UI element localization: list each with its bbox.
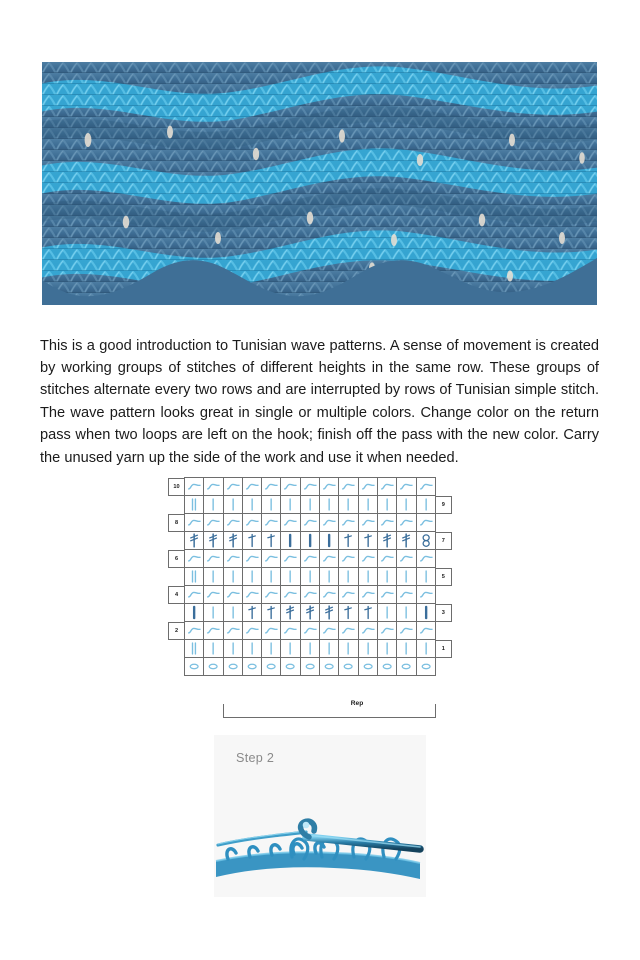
stitch-symbol-wave — [242, 477, 262, 496]
chart-row — [168, 622, 452, 640]
stitch-symbol-double-slash — [223, 531, 243, 550]
stitch-symbol-bar — [377, 495, 397, 514]
stitch-symbol-wave — [203, 477, 223, 496]
chart-row — [168, 640, 452, 658]
chart-row-number-spacer — [436, 658, 452, 676]
stitch-symbol-cross — [358, 531, 378, 550]
stitch-symbol-oval — [416, 657, 436, 676]
chart-row-cells — [184, 568, 436, 586]
stitch-symbol-double-slash — [280, 603, 300, 622]
stitch-symbol-cross — [338, 531, 358, 550]
chart-row-number-right: 1 — [436, 640, 452, 658]
stitch-symbol-wave — [203, 621, 223, 640]
stitch-symbol-oval — [203, 657, 223, 676]
stitch-symbol-bar — [416, 639, 436, 658]
stitch-symbol-bar — [300, 639, 320, 658]
chart-row-number-right: 5 — [436, 568, 452, 586]
stitch-symbol-wave — [203, 549, 223, 568]
stitch-symbol-wave — [338, 621, 358, 640]
stitch-symbol-bar-dark — [319, 531, 339, 550]
stitch-symbol-bar — [377, 567, 397, 586]
stitch-symbol-wave — [377, 477, 397, 496]
chart-row — [168, 478, 452, 496]
chart-row-number-right: 9 — [436, 496, 452, 514]
stitch-symbol-wave — [396, 585, 416, 604]
stitch-symbol-wave — [396, 549, 416, 568]
chart-row-number-spacer — [436, 550, 452, 568]
description-paragraph: This is a good introduction to Tunisian wave patterns. A sense of movement is created by working groups of stitches of different heights in the same row. These groups of stitches alternate every two rows and are interrupted by rows of Tunisian simple stitch. The wave pattern looks great in single or multiple colors. Change color on the return pass when two loops are left on the hook; finish off the pass with the new color. Carry the unused yarn up the side of the work and use it when needed. — [40, 337, 599, 466]
stitch-symbol-cross — [242, 603, 262, 622]
chart-row-number-left: 8 — [168, 514, 184, 532]
stitch-symbol-wave — [223, 585, 243, 604]
chart-row — [168, 568, 452, 586]
stitch-symbol-wave — [396, 513, 416, 532]
stitch-symbol-cross — [242, 531, 262, 550]
stitch-symbol-bar — [377, 603, 397, 622]
stitch-symbol-wave — [280, 549, 300, 568]
stitch-symbol-wave — [396, 621, 416, 640]
stitch-symbol-wave — [300, 549, 320, 568]
stitch-symbol-wave — [338, 549, 358, 568]
stitch-symbol-bar-dark — [416, 603, 436, 622]
stitch-symbol-cross — [261, 603, 281, 622]
stitch-symbol-wave — [358, 621, 378, 640]
stitch-symbol-oval — [338, 657, 358, 676]
stitch-symbol-wave — [242, 585, 262, 604]
stitch-symbol-bar — [203, 603, 223, 622]
chart-row-number-left: 10 — [168, 478, 184, 496]
stitch-symbol-wave — [203, 585, 223, 604]
stitch-symbol-bar — [223, 639, 243, 658]
stitch-symbol-oval — [261, 657, 281, 676]
chart-row-number-right: 7 — [436, 532, 452, 550]
stitch-symbol-wave — [184, 513, 204, 532]
stitch-symbol-bar-dark — [184, 603, 204, 622]
chart-row-number-left: 2 — [168, 622, 184, 640]
stitch-symbol-double-slash — [300, 603, 320, 622]
chart-row-number-spacer — [168, 640, 184, 658]
stitch-symbol-wave — [242, 621, 262, 640]
stitch-symbol-wave — [280, 513, 300, 532]
stitch-symbol-wave — [223, 549, 243, 568]
stitch-symbol-wave — [319, 477, 339, 496]
stitch-symbol-bar-dark — [300, 531, 320, 550]
pattern-swatch-photo — [42, 62, 597, 305]
stitch-symbol-bar — [242, 495, 262, 514]
chart-row — [168, 496, 452, 514]
stitch-symbol-bar — [223, 495, 243, 514]
chart-row-number-left: 6 — [168, 550, 184, 568]
stitch-symbol-wave — [319, 513, 339, 532]
stitch-symbol-double-slash — [377, 531, 397, 550]
stitch-symbol-wave — [319, 621, 339, 640]
stitch-symbol-wave — [416, 513, 436, 532]
stitch-symbol-wave — [242, 549, 262, 568]
stitch-symbol-oval — [280, 657, 300, 676]
chart-row-cells — [184, 550, 436, 568]
stitch-symbol-wave — [223, 513, 243, 532]
stitch-symbol-bar — [223, 603, 243, 622]
stitch-symbol-bar — [203, 495, 223, 514]
step-photo-illustration — [214, 787, 426, 897]
stitch-symbol-double-slash — [396, 531, 416, 550]
stitch-symbol-wave — [242, 513, 262, 532]
stitch-symbol-cross — [261, 531, 281, 550]
stitch-symbol-bar — [416, 495, 436, 514]
stitch-symbol-wave — [377, 549, 397, 568]
stitch-symbol-wave — [184, 477, 204, 496]
stitch-symbol-oval — [184, 657, 204, 676]
stitch-chart-grid — [168, 478, 452, 676]
chart-row — [168, 604, 452, 622]
stitch-symbol-bar — [396, 495, 416, 514]
stitch-symbol-bar — [261, 639, 281, 658]
stitch-symbol-wave — [261, 621, 281, 640]
stitch-symbol-bar — [396, 567, 416, 586]
chart-row-cells — [184, 478, 436, 496]
stitch-symbol-wave — [358, 585, 378, 604]
stitch-symbol-bar — [358, 639, 378, 658]
chart-row-number-spacer — [168, 496, 184, 514]
stitch-symbol-bar — [338, 495, 358, 514]
chart-row-number-spacer — [168, 604, 184, 622]
chart-row-cells — [184, 622, 436, 640]
stitch-symbol-double-bar — [184, 495, 204, 514]
chart-row-number-spacer — [436, 478, 452, 496]
stitch-symbol-wave — [338, 513, 358, 532]
stitch-symbol-bar — [377, 639, 397, 658]
stitch-symbol-wave — [184, 585, 204, 604]
stitch-symbol-wave — [416, 621, 436, 640]
chart-row — [168, 658, 452, 676]
stitch-symbol-wave — [377, 585, 397, 604]
step-2-photo — [214, 787, 426, 897]
chart-row — [168, 532, 452, 550]
stitch-symbol-wave — [300, 621, 320, 640]
stitch-symbol-cross — [358, 603, 378, 622]
stitch-symbol-wave — [338, 585, 358, 604]
stitch-symbol-bar — [242, 639, 262, 658]
stitch-symbol-wave — [280, 585, 300, 604]
stitch-symbol-bar — [358, 567, 378, 586]
stitch-symbol-wave — [261, 549, 281, 568]
rep-label: Rep — [350, 700, 364, 707]
stitch-symbol-bar — [416, 567, 436, 586]
stitch-symbol-wave — [300, 585, 320, 604]
chart-row-number-spacer — [436, 514, 452, 532]
chart-row-number-spacer — [168, 658, 184, 676]
stitch-symbol-double-slash — [184, 531, 204, 550]
chart-row-cells — [184, 640, 436, 658]
stitch-symbol-bar — [319, 567, 339, 586]
stitch-symbol-oval — [300, 657, 320, 676]
stitch-symbol-bar — [396, 639, 416, 658]
stitch-symbol-wave — [377, 513, 397, 532]
chart-row — [168, 586, 452, 604]
chart-row-number-spacer — [168, 568, 184, 586]
stitch-symbol-bar — [261, 567, 281, 586]
stitch-symbol-double-bar — [184, 639, 204, 658]
stitch-symbol-wave — [280, 477, 300, 496]
stitch-symbol-oval — [223, 657, 243, 676]
chart-row-cells — [184, 604, 436, 622]
stitch-symbol-wave — [184, 621, 204, 640]
stitch-symbol-wave — [203, 513, 223, 532]
stitch-symbol-wave — [280, 621, 300, 640]
chart-row-number-spacer — [436, 622, 452, 640]
stitch-symbol-bar — [261, 495, 281, 514]
stitch-symbol-bar — [338, 567, 358, 586]
chart-row-number-spacer — [168, 532, 184, 550]
chart-row-cells — [184, 586, 436, 604]
stitch-symbol-wave — [396, 477, 416, 496]
stitch-symbol-bar — [223, 567, 243, 586]
chart-row — [168, 550, 452, 568]
stitch-symbol-bar — [300, 567, 320, 586]
stitch-symbol-double-bar — [184, 567, 204, 586]
stitch-symbol-wave — [416, 549, 436, 568]
stitch-symbol-bar — [280, 639, 300, 658]
chart-row-cells — [184, 514, 436, 532]
stitch-symbol-oval — [396, 657, 416, 676]
chart-row-cells — [184, 658, 436, 676]
stitch-symbol-wave — [319, 549, 339, 568]
stitch-symbol-bar-dark — [280, 531, 300, 550]
stitch-symbol-wave — [184, 549, 204, 568]
stitch-symbol-bar — [242, 567, 262, 586]
stitch-symbol-wave — [358, 477, 378, 496]
stitch-symbol-wave — [223, 477, 243, 496]
stitch-symbol-oval — [377, 657, 397, 676]
stitch-symbol-wave — [416, 585, 436, 604]
stitch-symbol-wave — [338, 477, 358, 496]
chart-row-number-right: 3 — [436, 604, 452, 622]
stitch-symbol-loop-eight — [416, 531, 436, 550]
stitch-symbol-bar — [203, 639, 223, 658]
stitch-symbol-double-slash — [319, 603, 339, 622]
stitch-symbol-oval — [319, 657, 339, 676]
chart-row-cells — [184, 532, 436, 550]
stitch-symbol-wave — [261, 585, 281, 604]
stitch-symbol-wave — [261, 513, 281, 532]
stitch-symbol-bar — [338, 639, 358, 658]
stitch-symbol-bar — [280, 495, 300, 514]
stitch-symbol-bar — [319, 639, 339, 658]
stitch-symbol-bar — [300, 495, 320, 514]
stitch-symbol-wave — [300, 477, 320, 496]
stitch-chart — [168, 478, 468, 723]
step-2-panel — [214, 735, 426, 897]
stitch-symbol-oval — [242, 657, 262, 676]
stitch-symbol-wave — [377, 621, 397, 640]
chart-row-cells — [184, 496, 436, 514]
stitch-symbol-bar — [358, 495, 378, 514]
stitch-symbol-wave — [358, 513, 378, 532]
stitch-symbol-wave — [223, 621, 243, 640]
stitch-symbol-wave — [416, 477, 436, 496]
stitch-symbol-wave — [319, 585, 339, 604]
stitch-symbol-bar — [280, 567, 300, 586]
stitch-symbol-bar — [203, 567, 223, 586]
swatch-illustration — [42, 62, 597, 305]
step-2-label: Step 2 — [236, 751, 275, 765]
chart-row — [168, 514, 452, 532]
chart-row-number-left: 4 — [168, 586, 184, 604]
stitch-symbol-bar — [319, 495, 339, 514]
stitch-symbol-double-slash — [203, 531, 223, 550]
stitch-symbol-oval — [358, 657, 378, 676]
stitch-symbol-wave — [300, 513, 320, 532]
stitch-symbol-wave — [261, 477, 281, 496]
stitch-symbol-cross — [338, 603, 358, 622]
stitch-symbol-wave — [358, 549, 378, 568]
stitch-symbol-bar — [396, 603, 416, 622]
chart-row-number-spacer — [436, 586, 452, 604]
